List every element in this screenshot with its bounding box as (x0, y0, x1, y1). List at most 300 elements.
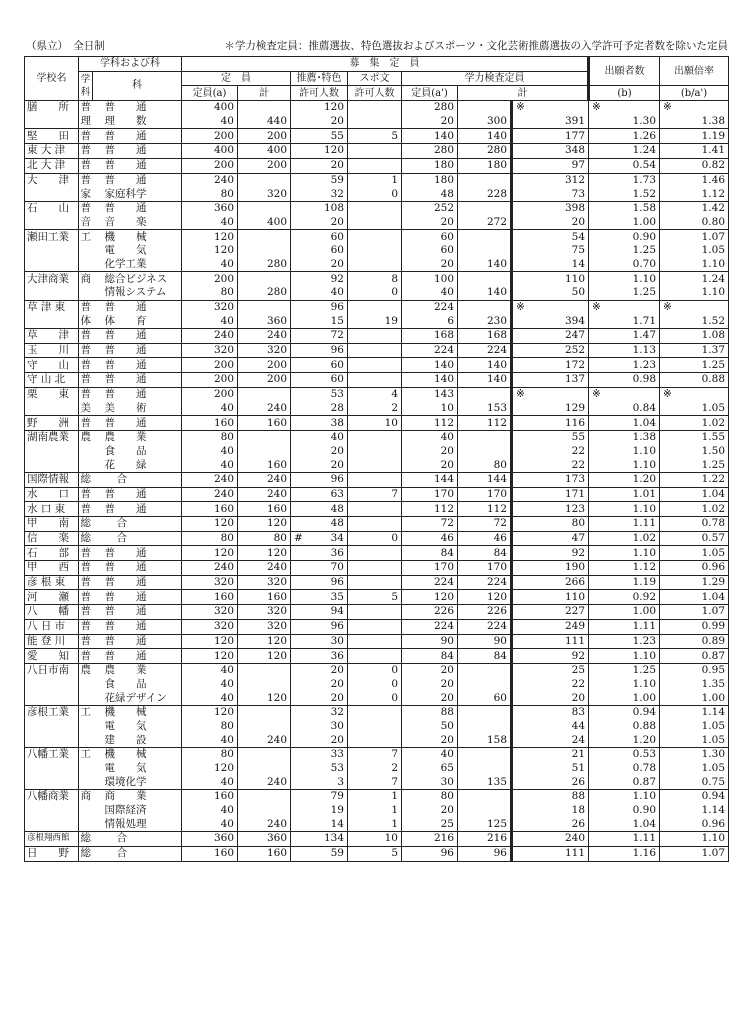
school-name: 八 日 市 (25, 619, 79, 634)
table-row (25, 458, 729, 472)
supobun-value (348, 216, 402, 230)
teiin-value: 40 (182, 817, 238, 831)
prev-ratio-value: 0.57 (660, 531, 729, 546)
suisen-number: 96 (330, 473, 344, 486)
table-row (25, 272, 729, 286)
ratio-value: 1.10 (589, 678, 660, 692)
dept-group: 家 (80, 187, 91, 200)
dept-name: 普 通 (93, 416, 182, 431)
teiin-total: 240 (238, 775, 291, 789)
supobun-value (348, 430, 402, 444)
gakuryoku-total: 84 (458, 649, 512, 664)
school-name (25, 314, 79, 328)
gakuryoku-total (458, 678, 512, 692)
gakuryoku-value: 90 (402, 634, 458, 649)
ratio-value: 1.13 (589, 343, 660, 358)
table-row (25, 846, 729, 861)
table-row (25, 230, 729, 244)
gakuryoku-total (458, 430, 512, 444)
prev-ratio-value: 1.08 (660, 329, 729, 344)
teiin-total: 240 (238, 472, 291, 487)
prev-ratio-value: 1.05 (660, 720, 729, 734)
school-name (25, 678, 79, 692)
suisen-value (291, 790, 348, 804)
teiin-value: 320 (182, 343, 238, 358)
table-row (25, 720, 729, 734)
th-gaku: 学科 (79, 71, 93, 100)
supobun-value (348, 101, 402, 115)
applicants-value: 92 (512, 649, 589, 664)
dept-group: 普 (80, 546, 91, 559)
school-name (25, 187, 79, 201)
suisen-value (291, 402, 348, 416)
th-shutsugan: 出願者数 (589, 57, 660, 86)
suisen-number: 36 (330, 546, 344, 559)
teiin-total: 280 (238, 286, 291, 300)
teiin-value: 160 (182, 846, 238, 861)
school-name: 野 洲 (25, 416, 79, 431)
table-row (25, 129, 729, 144)
applicants-value: 20 (512, 216, 589, 230)
table-row (25, 634, 729, 649)
applicants-value: 54 (512, 230, 589, 244)
suisen-number: 70 (330, 561, 344, 574)
gakuryoku-value: 20 (402, 458, 458, 472)
school-name: 水 口 (25, 487, 79, 502)
prev-ratio-value: 1.30 (660, 748, 729, 762)
table-row (25, 300, 729, 314)
teiin-total (238, 720, 291, 734)
gakuryoku-value: 84 (402, 649, 458, 664)
gakuryoku-total (458, 201, 512, 215)
gakuryoku-total: 72 (458, 517, 512, 532)
teiin-total: 360 (238, 314, 291, 328)
teiin-total: 240 (238, 329, 291, 344)
applicants-value: 21 (512, 748, 589, 762)
prev-ratio-value: 1.00 (660, 691, 729, 705)
suisen-value (291, 458, 348, 472)
applicants-value: 22 (512, 458, 589, 472)
teiin-value: 240 (182, 561, 238, 576)
gakuryoku-value: 96 (402, 846, 458, 861)
dept-group: 農 (80, 431, 91, 444)
teiin-total (238, 387, 291, 401)
supobun-value: 2 (348, 762, 402, 776)
table-row (25, 216, 729, 230)
table-row (25, 173, 729, 187)
dept-name: 普 通 (93, 358, 182, 373)
table-row (25, 748, 729, 762)
prev-ratio-value: 1.29 (660, 575, 729, 590)
applicants-value: 252 (512, 343, 589, 358)
teiin-value: 320 (182, 605, 238, 620)
school-name: 彦根翔西館 (25, 832, 79, 847)
applicants-value: 75 (512, 244, 589, 258)
supobun-value: 7 (348, 487, 402, 502)
teiin-value: 80 (182, 286, 238, 300)
dept-group: 普 (80, 561, 91, 574)
prev-ratio-value: 0.87 (660, 649, 729, 664)
supobun-value: 5 (348, 590, 402, 605)
applicants-value: 172 (512, 358, 589, 373)
school-name: 大津商業 (25, 272, 79, 286)
th-school: 学校名 (25, 57, 79, 101)
gakuryoku-total (458, 705, 512, 719)
suisen-value (291, 115, 348, 129)
dept-group: 総 (80, 517, 91, 530)
teiin-total: 200 (238, 358, 291, 373)
teiin-total (238, 101, 291, 115)
ratio-value: 1.10 (589, 458, 660, 472)
school-name (25, 817, 79, 831)
gakuryoku-total (458, 804, 512, 818)
gakuryoku-value: 20 (402, 258, 458, 272)
suisen-number: 96 (330, 620, 344, 633)
teiin-value: 40 (182, 458, 238, 472)
suisen-number: 20 (330, 115, 344, 128)
applicants-value: 240 (512, 832, 589, 847)
suisen-value (291, 605, 348, 620)
suisen-value (291, 502, 348, 517)
teiin-value: 120 (182, 762, 238, 776)
dept-name: 化学工業 (93, 258, 182, 272)
suisen-number: 32 (330, 187, 344, 200)
suisen-value (291, 272, 348, 286)
suisen-number: 20 (330, 458, 344, 471)
gakuryoku-total: 158 (458, 733, 512, 747)
dept-name: 食 品 (93, 678, 182, 692)
suisen-value (291, 663, 348, 677)
ratio-value: 1.10 (589, 790, 660, 804)
ratio-value: 1.10 (589, 272, 660, 286)
gakuryoku-total: 226 (458, 605, 512, 620)
prev-ratio-value: 0.78 (660, 517, 729, 532)
gakuryoku-value: 50 (402, 720, 458, 734)
supobun-value: 1 (348, 804, 402, 818)
teiin-total: 120 (238, 517, 291, 532)
applicants-value: 80 (512, 517, 589, 532)
dept-name: 普 通 (93, 634, 182, 649)
dept-group: 工 (80, 230, 91, 243)
dept-group: 普 (80, 502, 91, 515)
teiin-total: 120 (238, 546, 291, 561)
dept-group: 普 (80, 101, 91, 114)
school-name (25, 720, 79, 734)
teiin-value: 40 (182, 804, 238, 818)
school-name: 彦根工業 (25, 705, 79, 719)
teiin-total: 320 (238, 575, 291, 590)
gakuryoku-total: 60 (458, 691, 512, 705)
suisen-number: 15 (330, 314, 344, 327)
table-row (25, 416, 729, 431)
suisen-value (291, 804, 348, 818)
prev-ratio-value: 1.02 (660, 416, 729, 431)
teiin-total: 160 (238, 416, 291, 431)
table-row (25, 817, 729, 831)
gakuryoku-value: 65 (402, 762, 458, 776)
prev-ratio-value: ※ (660, 300, 729, 314)
applicants-value: 266 (512, 575, 589, 590)
supobun-value (348, 158, 402, 173)
teiin-value: 160 (182, 416, 238, 431)
prev-ratio-value: 1.07 (660, 846, 729, 861)
teiin-value: 120 (182, 230, 238, 244)
applicants-value: 97 (512, 158, 589, 173)
table-row (25, 775, 729, 789)
gakuryoku-value: 10 (402, 402, 458, 416)
gakuryoku-value: 112 (402, 416, 458, 431)
teiin-total (238, 445, 291, 459)
prev-ratio-value: 1.24 (660, 272, 729, 286)
prev-ratio-value: 1.05 (660, 244, 729, 258)
table-body (25, 101, 729, 861)
teiin-total: 80 (238, 531, 291, 546)
applicants-value: 51 (512, 762, 589, 776)
teiin-total: 240 (238, 561, 291, 576)
suisen-number: 48 (330, 517, 344, 530)
suisen-number: 55 (330, 129, 344, 142)
suisen-value (291, 258, 348, 272)
gakuryoku-value: 20 (402, 216, 458, 230)
applicants-value: 171 (512, 487, 589, 502)
supobun-value: 0 (348, 286, 402, 300)
ratio-value: 0.54 (589, 158, 660, 173)
school-name (25, 733, 79, 747)
suisen-number: 19 (330, 804, 344, 817)
gakuryoku-total: 90 (458, 634, 512, 649)
dept-group: 普 (80, 649, 91, 662)
suisen-value (291, 230, 348, 244)
teiin-total: 440 (238, 115, 291, 129)
gakuryoku-value: 120 (402, 590, 458, 605)
dept-name: 花緑デザイン (93, 691, 182, 705)
applicants-value: 394 (512, 314, 589, 328)
table-row (25, 373, 729, 388)
table-header (25, 57, 729, 101)
prev-ratio-value: 0.88 (660, 373, 729, 388)
gakuryoku-total: 300 (458, 115, 512, 129)
teiin-value: 40 (182, 691, 238, 705)
suisen-number: 35 (330, 590, 344, 603)
school-name: 彦 根 東 (25, 575, 79, 590)
supobun-value: 10 (348, 832, 402, 847)
school-name: 北 大 津 (25, 158, 79, 173)
dept-name: 音 楽 (93, 216, 182, 230)
th-suisen-sub: 許可人数 (291, 86, 348, 101)
supobun-value (348, 561, 402, 576)
dept-group (79, 733, 93, 747)
prev-ratio-value: 1.14 (660, 705, 729, 719)
suisen-value (291, 775, 348, 789)
teiin-total (238, 678, 291, 692)
table-row (25, 201, 729, 215)
table-row (25, 561, 729, 576)
th-boshu: 募 集 定 員 (182, 57, 589, 72)
table-row (25, 115, 729, 129)
applicants-value: 123 (512, 502, 589, 517)
suisen-value (291, 416, 348, 431)
applicants-value: 110 (512, 590, 589, 605)
ratio-value: 0.90 (589, 230, 660, 244)
suisen-value (291, 517, 348, 532)
school-name (25, 691, 79, 705)
teiin-value: 240 (182, 487, 238, 502)
gakuryoku-value: 20 (402, 733, 458, 747)
applicants-value: 116 (512, 416, 589, 431)
dept-name: 普 通 (93, 329, 182, 344)
suisen-number: 20 (330, 159, 344, 172)
ratio-value: 1.00 (589, 605, 660, 620)
dept-group: 工 (80, 706, 91, 719)
teiin-total (238, 705, 291, 719)
dept-name: 建 設 (93, 733, 182, 747)
gakuryoku-value: 180 (402, 158, 458, 173)
ratio-value: 1.23 (589, 634, 660, 649)
teiin-value: 40 (182, 663, 238, 677)
teiin-total: 120 (238, 634, 291, 649)
teiin-value: 160 (182, 502, 238, 517)
ratio-value: 1.00 (589, 216, 660, 230)
suisen-number: 48 (330, 502, 344, 515)
school-name (25, 762, 79, 776)
applicants-value: 110 (512, 272, 589, 286)
supobun-value (348, 244, 402, 258)
supobun-value (348, 445, 402, 459)
dept-group: 体 (80, 314, 91, 327)
teiin-value: 40 (182, 115, 238, 129)
dept-group: 普 (80, 487, 91, 500)
gakuryoku-value: 20 (402, 678, 458, 692)
school-name: 東 大 津 (25, 144, 79, 159)
teiin-total: 320 (238, 343, 291, 358)
dept-group: 普 (80, 144, 91, 157)
dept-name: 合 (93, 531, 182, 546)
supobun-value: 10 (348, 416, 402, 431)
prev-ratio-value: 1.05 (660, 733, 729, 747)
prev-ratio-value: 1.37 (660, 343, 729, 358)
applicants-value: 73 (512, 187, 589, 201)
dept-name: 機 械 (93, 230, 182, 244)
gakuryoku-total (458, 101, 512, 115)
suisen-number: 20 (330, 215, 344, 228)
applicants-value: ※ (512, 101, 589, 115)
suisen-value (291, 129, 348, 144)
school-name (25, 286, 79, 300)
supobun-value (348, 575, 402, 590)
teiin-value: 40 (182, 733, 238, 747)
suisen-value (291, 329, 348, 344)
applicants-value: 247 (512, 329, 589, 344)
dept-group (79, 458, 93, 472)
applicants-value: 190 (512, 561, 589, 576)
table-row (25, 762, 729, 776)
gakuryoku-value: 20 (402, 115, 458, 129)
ratio-value: 1.11 (589, 832, 660, 847)
prev-ratio-value: ※ (660, 101, 729, 115)
gakuryoku-value: 224 (402, 300, 458, 314)
supobun-value: 0 (348, 663, 402, 677)
suisen-number: 32 (330, 706, 344, 719)
school-name: 堅 田 (25, 129, 79, 144)
teiin-total: 160 (238, 458, 291, 472)
ratio-value: 0.78 (589, 762, 660, 776)
dept-group: 普 (80, 634, 91, 647)
supobun-value: 19 (348, 314, 402, 328)
teiin-value: 240 (182, 173, 238, 187)
dept-name: 普 通 (93, 129, 182, 144)
teiin-value: 360 (182, 832, 238, 847)
gakuryoku-total: 224 (458, 575, 512, 590)
prev-ratio-value: 1.05 (660, 402, 729, 416)
dept-name: 機 械 (93, 748, 182, 762)
dept-name: 機 械 (93, 705, 182, 719)
gakuryoku-value: 6 (402, 314, 458, 328)
suisen-value (291, 733, 348, 747)
dept-name: 普 通 (93, 546, 182, 561)
dept-group: 普 (80, 590, 91, 603)
dept-group: 総 (80, 847, 91, 860)
teiin-value: 320 (182, 575, 238, 590)
suisen-value (291, 187, 348, 201)
school-name: 日 野 (25, 846, 79, 861)
gakuryoku-total (458, 387, 512, 401)
applicants-value: 22 (512, 445, 589, 459)
teiin-total (238, 173, 291, 187)
supobun-value: 8 (348, 272, 402, 286)
dept-name: 合 (93, 832, 182, 847)
gakuryoku-value: 20 (402, 445, 458, 459)
prev-ratio-value: 1.05 (660, 762, 729, 776)
suisen-number: 59 (330, 173, 344, 186)
ratio-value: 1.01 (589, 487, 660, 502)
th-teiin: 定 員 (182, 71, 291, 86)
supobun-value (348, 458, 402, 472)
suisen-value (291, 691, 348, 705)
ratio-value: 1.47 (589, 329, 660, 344)
suisen-value (291, 343, 348, 358)
supobun-value: 2 (348, 402, 402, 416)
teiin-value: 80 (182, 187, 238, 201)
teiin-total: 320 (238, 619, 291, 634)
gakuryoku-value: 84 (402, 546, 458, 561)
gakuryoku-value: 60 (402, 244, 458, 258)
dept-group: 理 (80, 115, 91, 128)
dept-group: 総 (80, 832, 91, 845)
school-name: 栗 東 (25, 387, 79, 401)
gakuryoku-total: 280 (458, 144, 512, 159)
dept-name: 普 通 (93, 619, 182, 634)
school-name: 石 部 (25, 546, 79, 561)
gakuryoku-total: 168 (458, 329, 512, 344)
gakuryoku-value: 20 (402, 663, 458, 677)
supobun-value (348, 329, 402, 344)
supobun-value (348, 201, 402, 215)
teiin-total (238, 272, 291, 286)
suisen-number: 14 (330, 817, 344, 830)
ratio-value: 1.30 (589, 115, 660, 129)
gakuryoku-total: 144 (458, 472, 512, 487)
supobun-value (348, 258, 402, 272)
ratio-value: ※ (589, 300, 660, 314)
ratio-value: 1.38 (589, 430, 660, 444)
dept-name: 情報システム (93, 286, 182, 300)
gakuryoku-value: 40 (402, 748, 458, 762)
prev-ratio-value: 1.05 (660, 546, 729, 561)
ratio-value: 1.52 (589, 187, 660, 201)
dept-group (79, 775, 93, 789)
suisen-value (291, 590, 348, 605)
applicants-value: 249 (512, 619, 589, 634)
